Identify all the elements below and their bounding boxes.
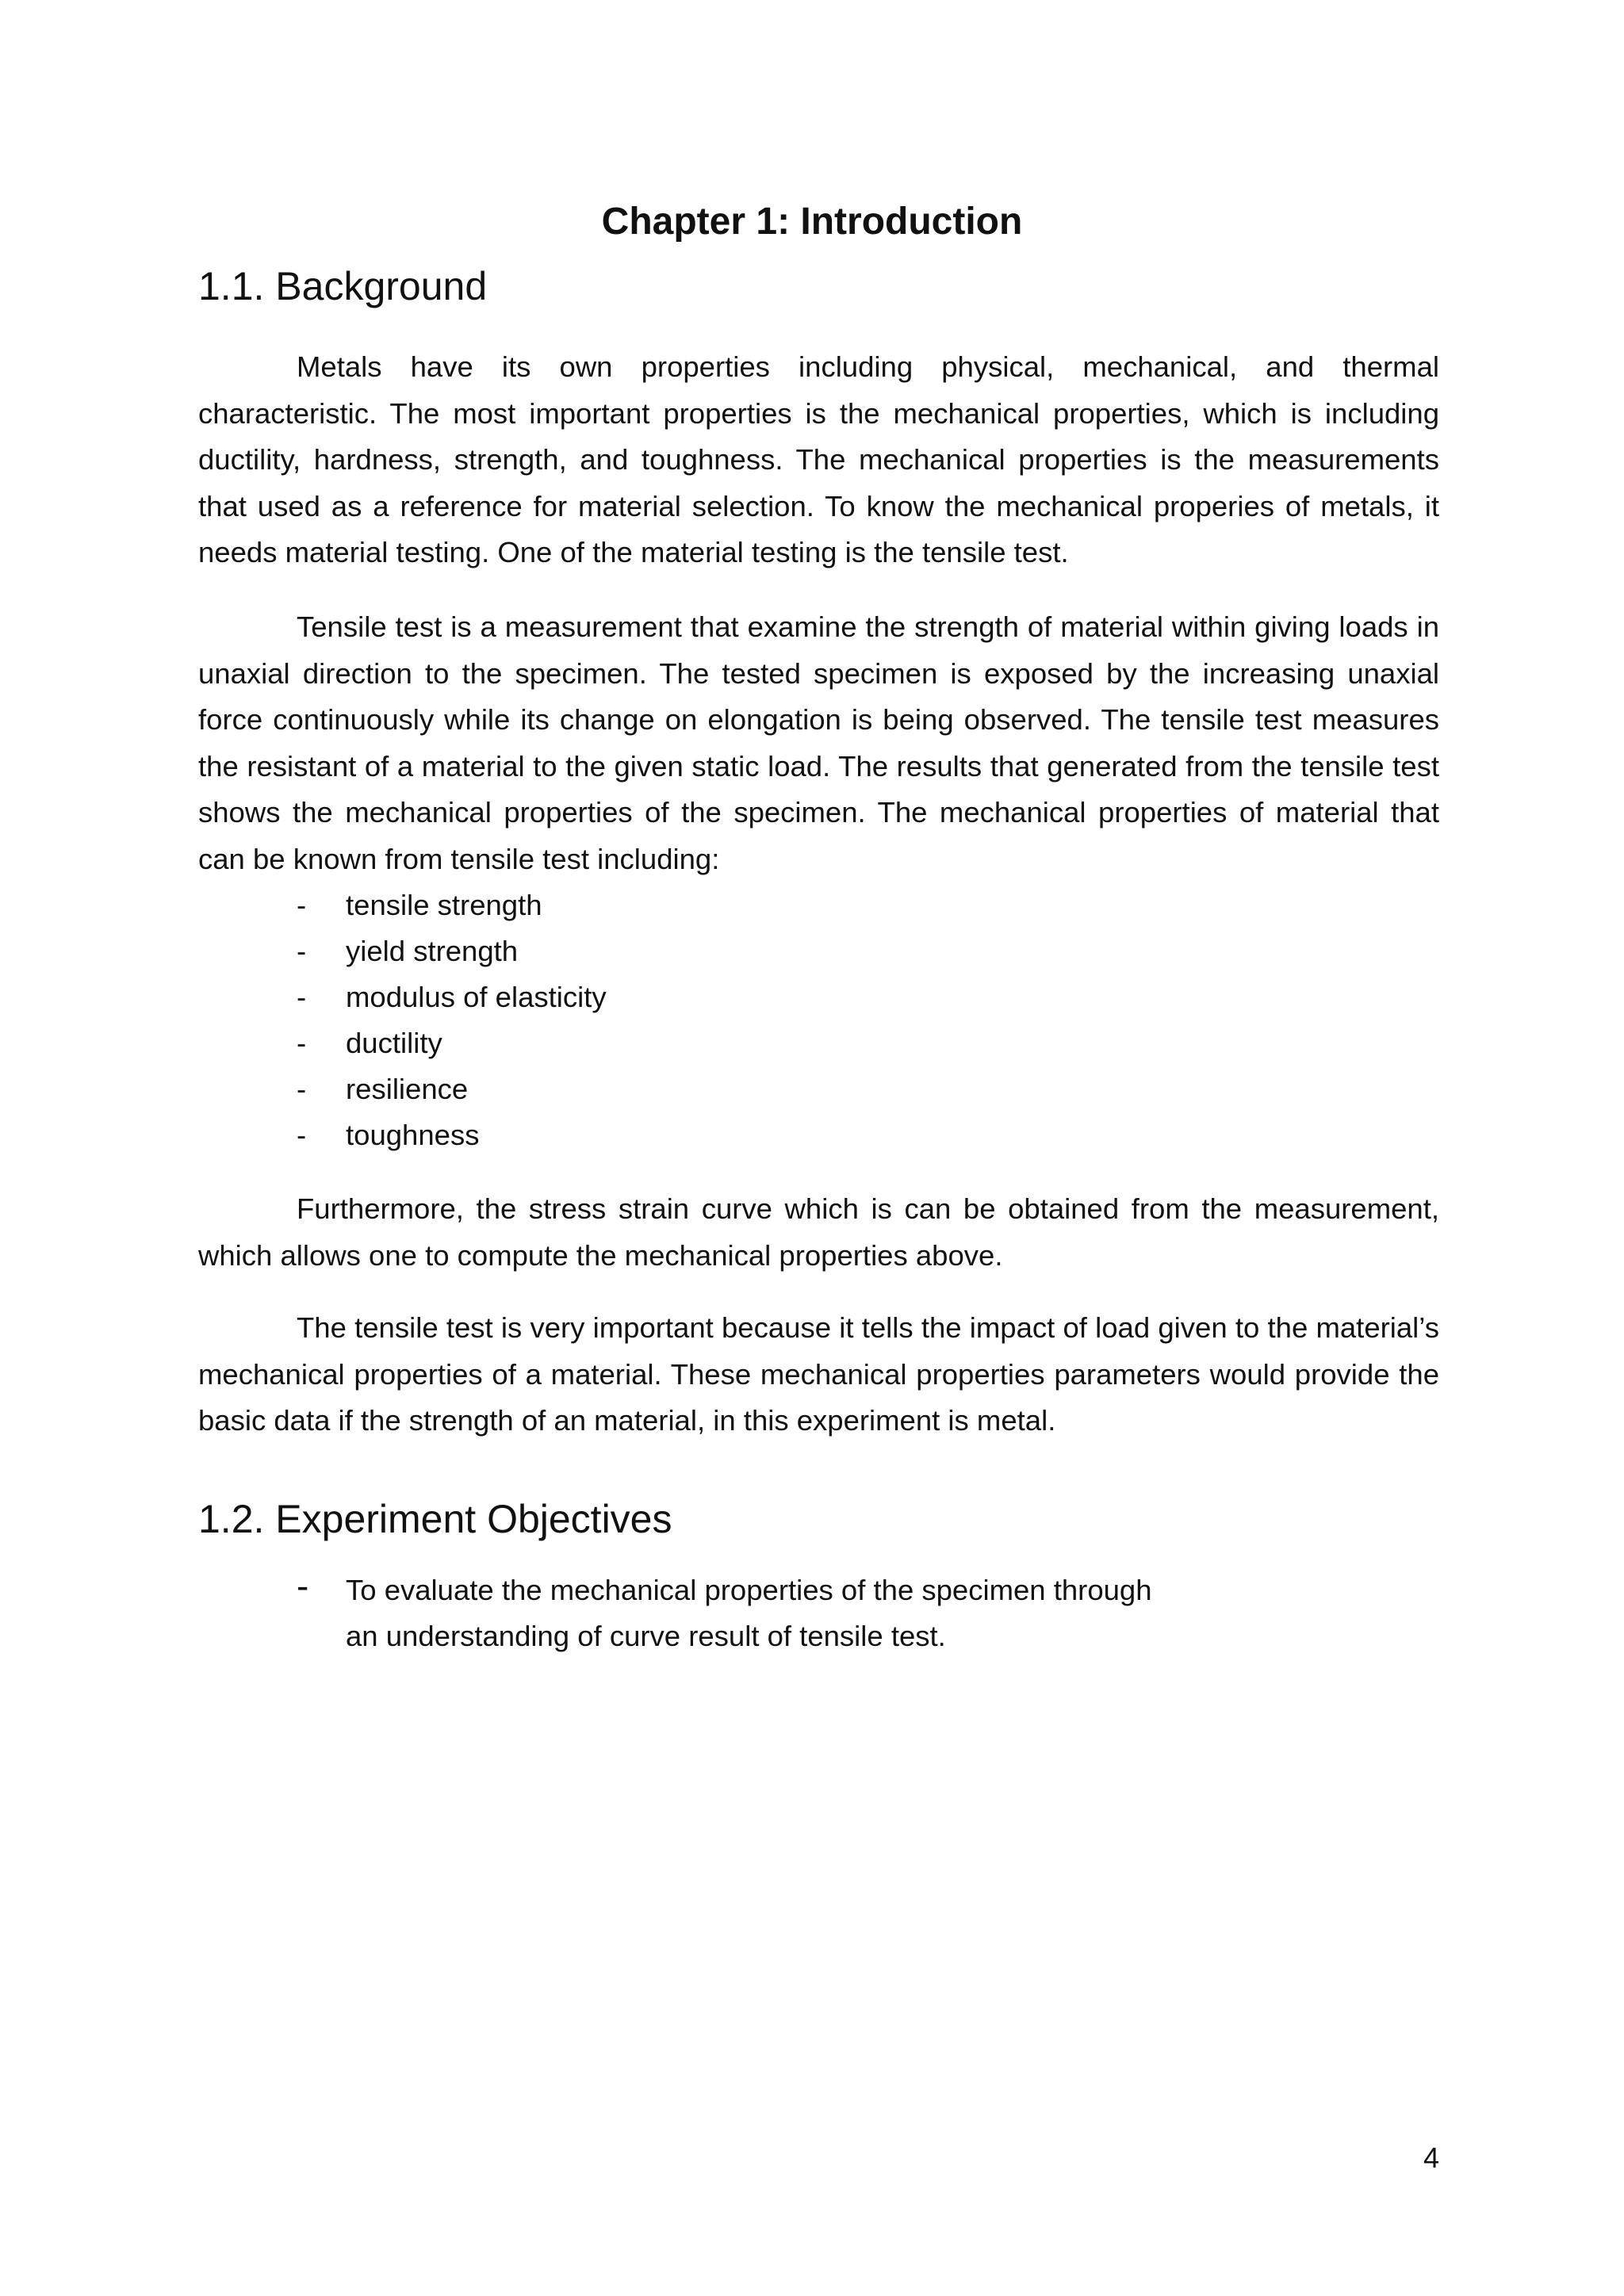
section-heading-background: 1.1. Background: [198, 264, 488, 308]
list-item-text: yield strength: [346, 935, 519, 967]
list-item-text: ductility: [346, 1027, 442, 1059]
list-dash: -: [297, 889, 307, 921]
list-item-text: resilience: [346, 1073, 469, 1105]
list-item-text: modulus of elasticity: [346, 981, 607, 1013]
paragraph-metals-properties: Metals have its own properties including physical, mechanical, and thermal characteristic. The most important properties is the mechanical properties, which is including ductility, hardness, strength, and toughness. The mechanical properties is the measurements that used as a reference for material selection. To know the mechanical properies of metals, it needs material testing. One of the material testing is the tensile test.: [198, 350, 1439, 568]
list-item: [198, 928, 1439, 974]
list-dash: -: [297, 981, 307, 1013]
list-item-text: tensile strength: [346, 889, 542, 921]
list-item: [198, 1112, 1439, 1158]
page-number: 4: [1423, 2141, 1439, 2174]
list-item: [198, 1567, 1162, 1659]
list-item: [198, 882, 1439, 928]
section-heading-objectives: 1.2. Experiment Objectives: [198, 1497, 672, 1541]
list-dash: -: [297, 1073, 307, 1105]
paragraph-tensile-test-importance: The tensile test is very important because it tells the impact of load given to the material’s mechanical properties of a material. These mechanical properties parameters would provide the basic data if the strength of an material, in this experiment is metal.: [198, 1311, 1439, 1437]
paragraph-tensile-test-definition: Tensile test is a measurement that examine the strength of material within giving loads in unaxial direction to the specimen. The tested specimen is exposed by the increasing unaxial force continuously while its change on elongation is being observed. The tensile test measures the resistant of a material to the given static load. The results that generated from the tensile test shows the mechanical properties of the specimen. The mechanical properties of material that can be known from tensile test including:: [198, 610, 1439, 875]
list-dash: -: [297, 935, 307, 967]
list-item: [198, 974, 1439, 1020]
mechanical-properties-list: [198, 882, 1439, 1158]
list-item-text: toughness: [346, 1119, 480, 1151]
objectives-list: [198, 1567, 1439, 1659]
list-dash: -: [297, 1119, 307, 1151]
list-dash: -: [297, 1565, 309, 1606]
list-dash: -: [297, 1027, 307, 1059]
list-item: [198, 1020, 1439, 1066]
paragraph-stress-strain-curve: Furthermore, the stress strain curve which is can be obtained from the measurement, which allows one to compute the mechanical properties above.: [198, 1192, 1439, 1272]
list-item-text: To evaluate the mechanical properties of the specimen through an understanding of curve result of tensile test.: [346, 1574, 1152, 1652]
list-item: [198, 1066, 1439, 1112]
chapter-title: Chapter 1: Introduction: [601, 201, 1023, 243]
